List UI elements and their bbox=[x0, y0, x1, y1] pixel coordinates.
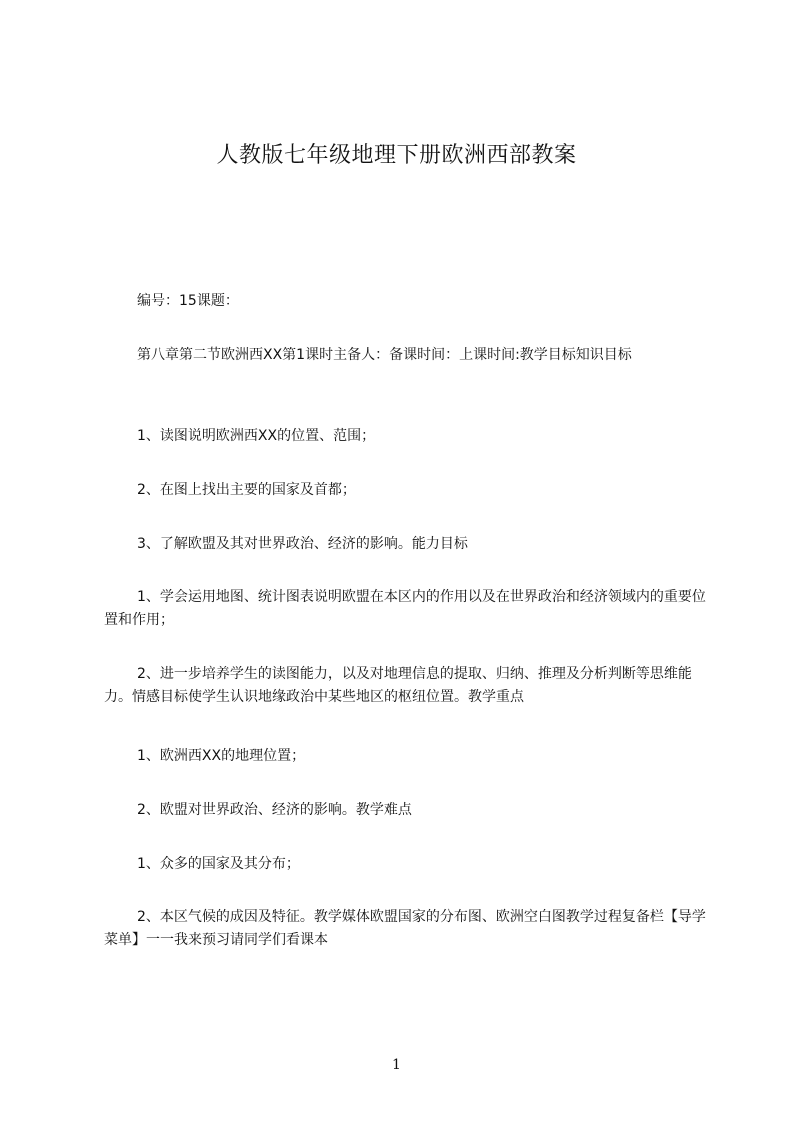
paragraph-knowledge-goal-3: 3、了解欧盟及其对世界政治、经济的影响。能力目标 bbox=[137, 536, 468, 552]
paragraph-ability-goal-2: 2、进一步培养学生的读图能力，以及对地理信息的提取、归纳、推理及分析判断等思维能力。情感目标使学生认识地缘政治中某些地区的枢纽位置。教学重点 bbox=[104, 666, 692, 705]
paragraph-key-point-1: 1、欧洲西XX的地理位置； bbox=[137, 748, 306, 764]
paragraph-difficulty-2: 2、本区气候的成因及特征。教学媒体欧盟国家的分布图、欧洲空白图教学过程复备栏【导学菜单】一一我来预习请同学们看课本 bbox=[104, 909, 706, 948]
paragraph-difficulty-1: 1、众多的国家及其分布； bbox=[137, 856, 300, 872]
paragraph-number: 编号：15课题： bbox=[137, 293, 239, 309]
paragraph-chapter-info: 第八章第二节欧洲西XX第1课时主备人：备课时间：上课时间:教学目标知识目标 bbox=[137, 347, 632, 363]
paragraph-knowledge-goal-2: 2、在图上找出主要的国家及首都； bbox=[137, 482, 356, 498]
document-title: 人教版七年级地理下册欧洲西部教案 bbox=[216, 143, 577, 168]
paragraph-ability-goal-1: 1、学会运用地图、统计图表说明欧盟在本区内的作用以及在世界政治和经济领域内的重要位置和作用； bbox=[104, 589, 706, 628]
page-number: 1 bbox=[392, 1057, 401, 1073]
paragraph-key-point-2: 2、欧盟对世界政治、经济的影响。教学难点 bbox=[137, 802, 412, 818]
paragraph-knowledge-goal-1: 1、读图说明欧洲西XX的位置、范围； bbox=[137, 428, 376, 444]
